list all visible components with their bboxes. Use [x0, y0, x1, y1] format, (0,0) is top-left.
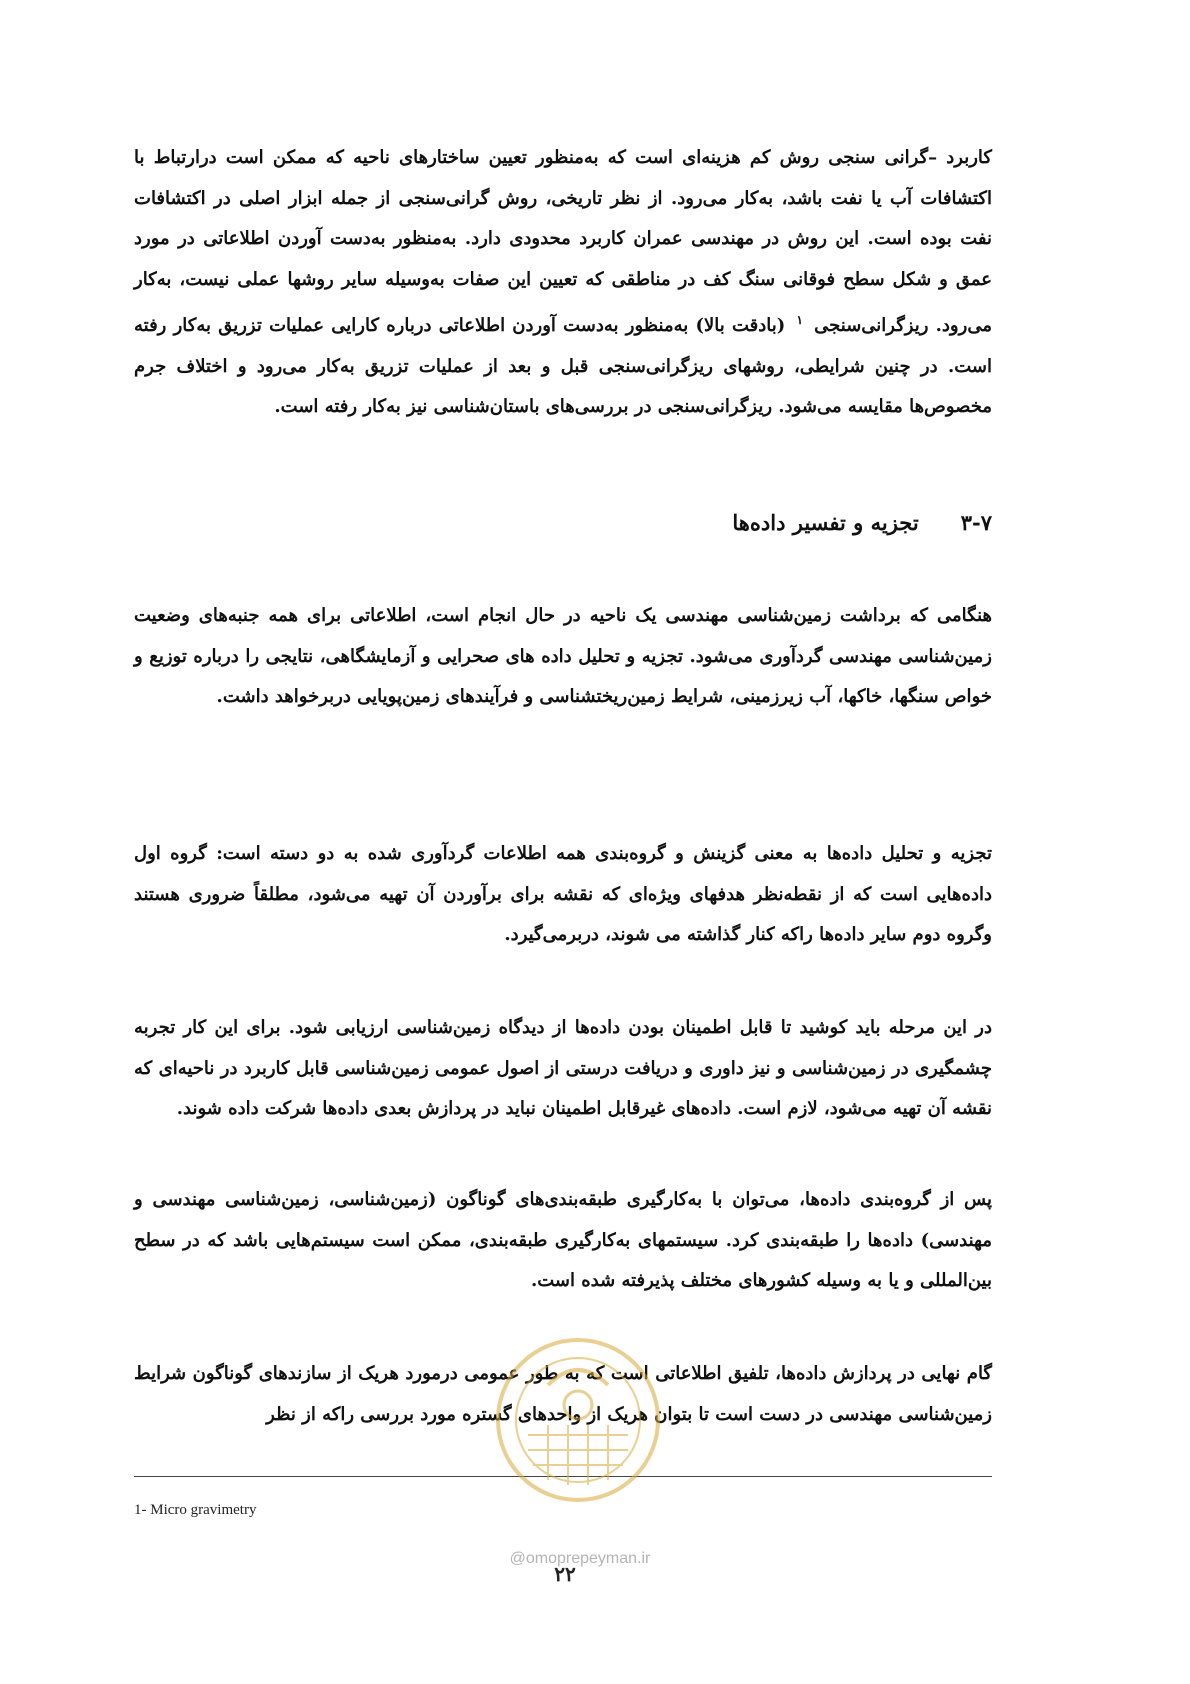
paragraph-data-collection — [134, 596, 992, 718]
paragraph-text: پس از گروه‌بندی داده‌ها، می‌توان با به‌کارگیری طبقه‌بندی‌های گوناگون (زمین‌شناسی، زمین‌شناسی مهندسی و مهندسی) داده‌ها را طبقه‌بندی کرد. سیستمهای به‌کارگیری طبقه‌بندی، ممکن است سیستم‌هایی باشد که در سطح بین‌المللی و یا به وسیله کشورهای مختلف پذیرفته شده است. — [134, 1189, 992, 1291]
footnote: 1- Micro gravimetry — [134, 1502, 257, 1518]
paragraph-text-continued: (بادقت بالا) به‌منظور به‌دست آوردن اطلاعاتی درباره کارایی عملیات تزریق به‌کار رفته است. در چنین شرایطی، روشهای ریزگرانی‌سنجی قبل و بعد از عملیات تزریق به‌کار می‌رود و اختلاف جرم مخصوص‌ها مقایسه می‌شود. ریزگرانی‌سنجی در بررسی‌های باستان‌شناسی نیز به‌کار رفته است. — [134, 315, 992, 417]
watermark-url: @omoprepeyman.ir — [509, 1550, 651, 1567]
paragraph-final-step — [134, 1354, 992, 1435]
paragraph-text: کاربرد –گرانی سنجی روش کم هزینه‌ای است که به‌منظور تعیین ساختارهای ناحیه که ممکن است درارتباط با اکتشافات آب یا نفت باشد، به‌کار می‌رود. از نظر تاریخی، روش گرانی‌سنجی از جمله ابزار اصلی در اکتشافات نفت بوده است. این روش در مهندسی عمران کاربرد محدودی دارد. به‌منظور به‌دست آوردن اطلاعاتی در مورد عمق و شکل سطح فوقانی سنگ کف در مناطقی که تعیین این صفات به‌وسیله سایر روشها عملی نیست، به‌کار می‌رود. ریزگرانی‌سنجی — [134, 147, 992, 336]
paragraph-text: تجزیه و تحلیل داده‌ها به معنی گزینش و گروه‌بندی همه اطلاعات گردآوری شده به دو دسته است: گروه اول داده‌هایی است که از نقطه‌نظر هدفهای ویژه‌ای که نقشه برای برآوردن آن تهیه می‌شود، مطلقاً ضروری هستند وگروه دوم سایر داده‌ها راکه کنار گذاشته می شوند، دربرمی‌گیرد. — [134, 843, 992, 945]
paragraph-text: گام نهایی در پردازش داده‌ها، تلفیق اطلاعاتی است که به طور عمومی درمورد هریک از سازندهای گوناگون شرایط زمین‌شناسی مهندسی در دست است تا بتوان هریک از واحدهای گستره مورد بررسی راکه از نظر — [134, 1363, 992, 1425]
footnote-reference[interactable]: ۱ — [796, 313, 803, 327]
page-number: ۲۲ — [554, 1562, 576, 1586]
section-heading — [732, 510, 992, 535]
paragraph-text: هنگامی که برداشت زمین‌شناسی مهندسی یک ناحیه در حال انجام است، اطلاعاتی برای همه جنبه‌های وضعیت زمین‌شناسی مهندسی گردآوری می‌شود. تجزیه و تحلیل داده های صحرایی و آزمایشگاهی، نتایجی را درباره توزیع و خواص سنگها، خاکها، آب زیرزمینی، شرایط زمین‌ریختشناسی و فرآیندهای زمین‌پویایی دربرخواهد داشت. — [134, 605, 992, 707]
paragraph-reliability — [134, 1008, 992, 1130]
section-title: تجزیه و تفسیر داده‌ها — [732, 510, 919, 535]
section-number: ۳-۷ — [960, 510, 992, 535]
footnote-divider — [134, 1476, 992, 1477]
paragraph-classification — [134, 1180, 992, 1302]
paragraph-data-analysis — [134, 834, 992, 956]
paragraph-gravimetry — [134, 138, 992, 428]
paragraph-text: در این مرحله باید کوشید تا قابل اطمینان بودن داده‌ها از دیدگاه زمین‌شناسی ارزیابی شود. برای این کار تجربه چشمگیری در زمین‌شناسی و نیز داوری و دریافت درستی از اصول عمومی زمین‌شناسی قابل کاربرد در ناحیه‌ای که نقشه آن تهیه می‌شود، لازم است. داده‌های غیرقابل اطمینان نباید در پردازش بعدی داده‌ها شرکت داده شوند. — [134, 1017, 992, 1119]
